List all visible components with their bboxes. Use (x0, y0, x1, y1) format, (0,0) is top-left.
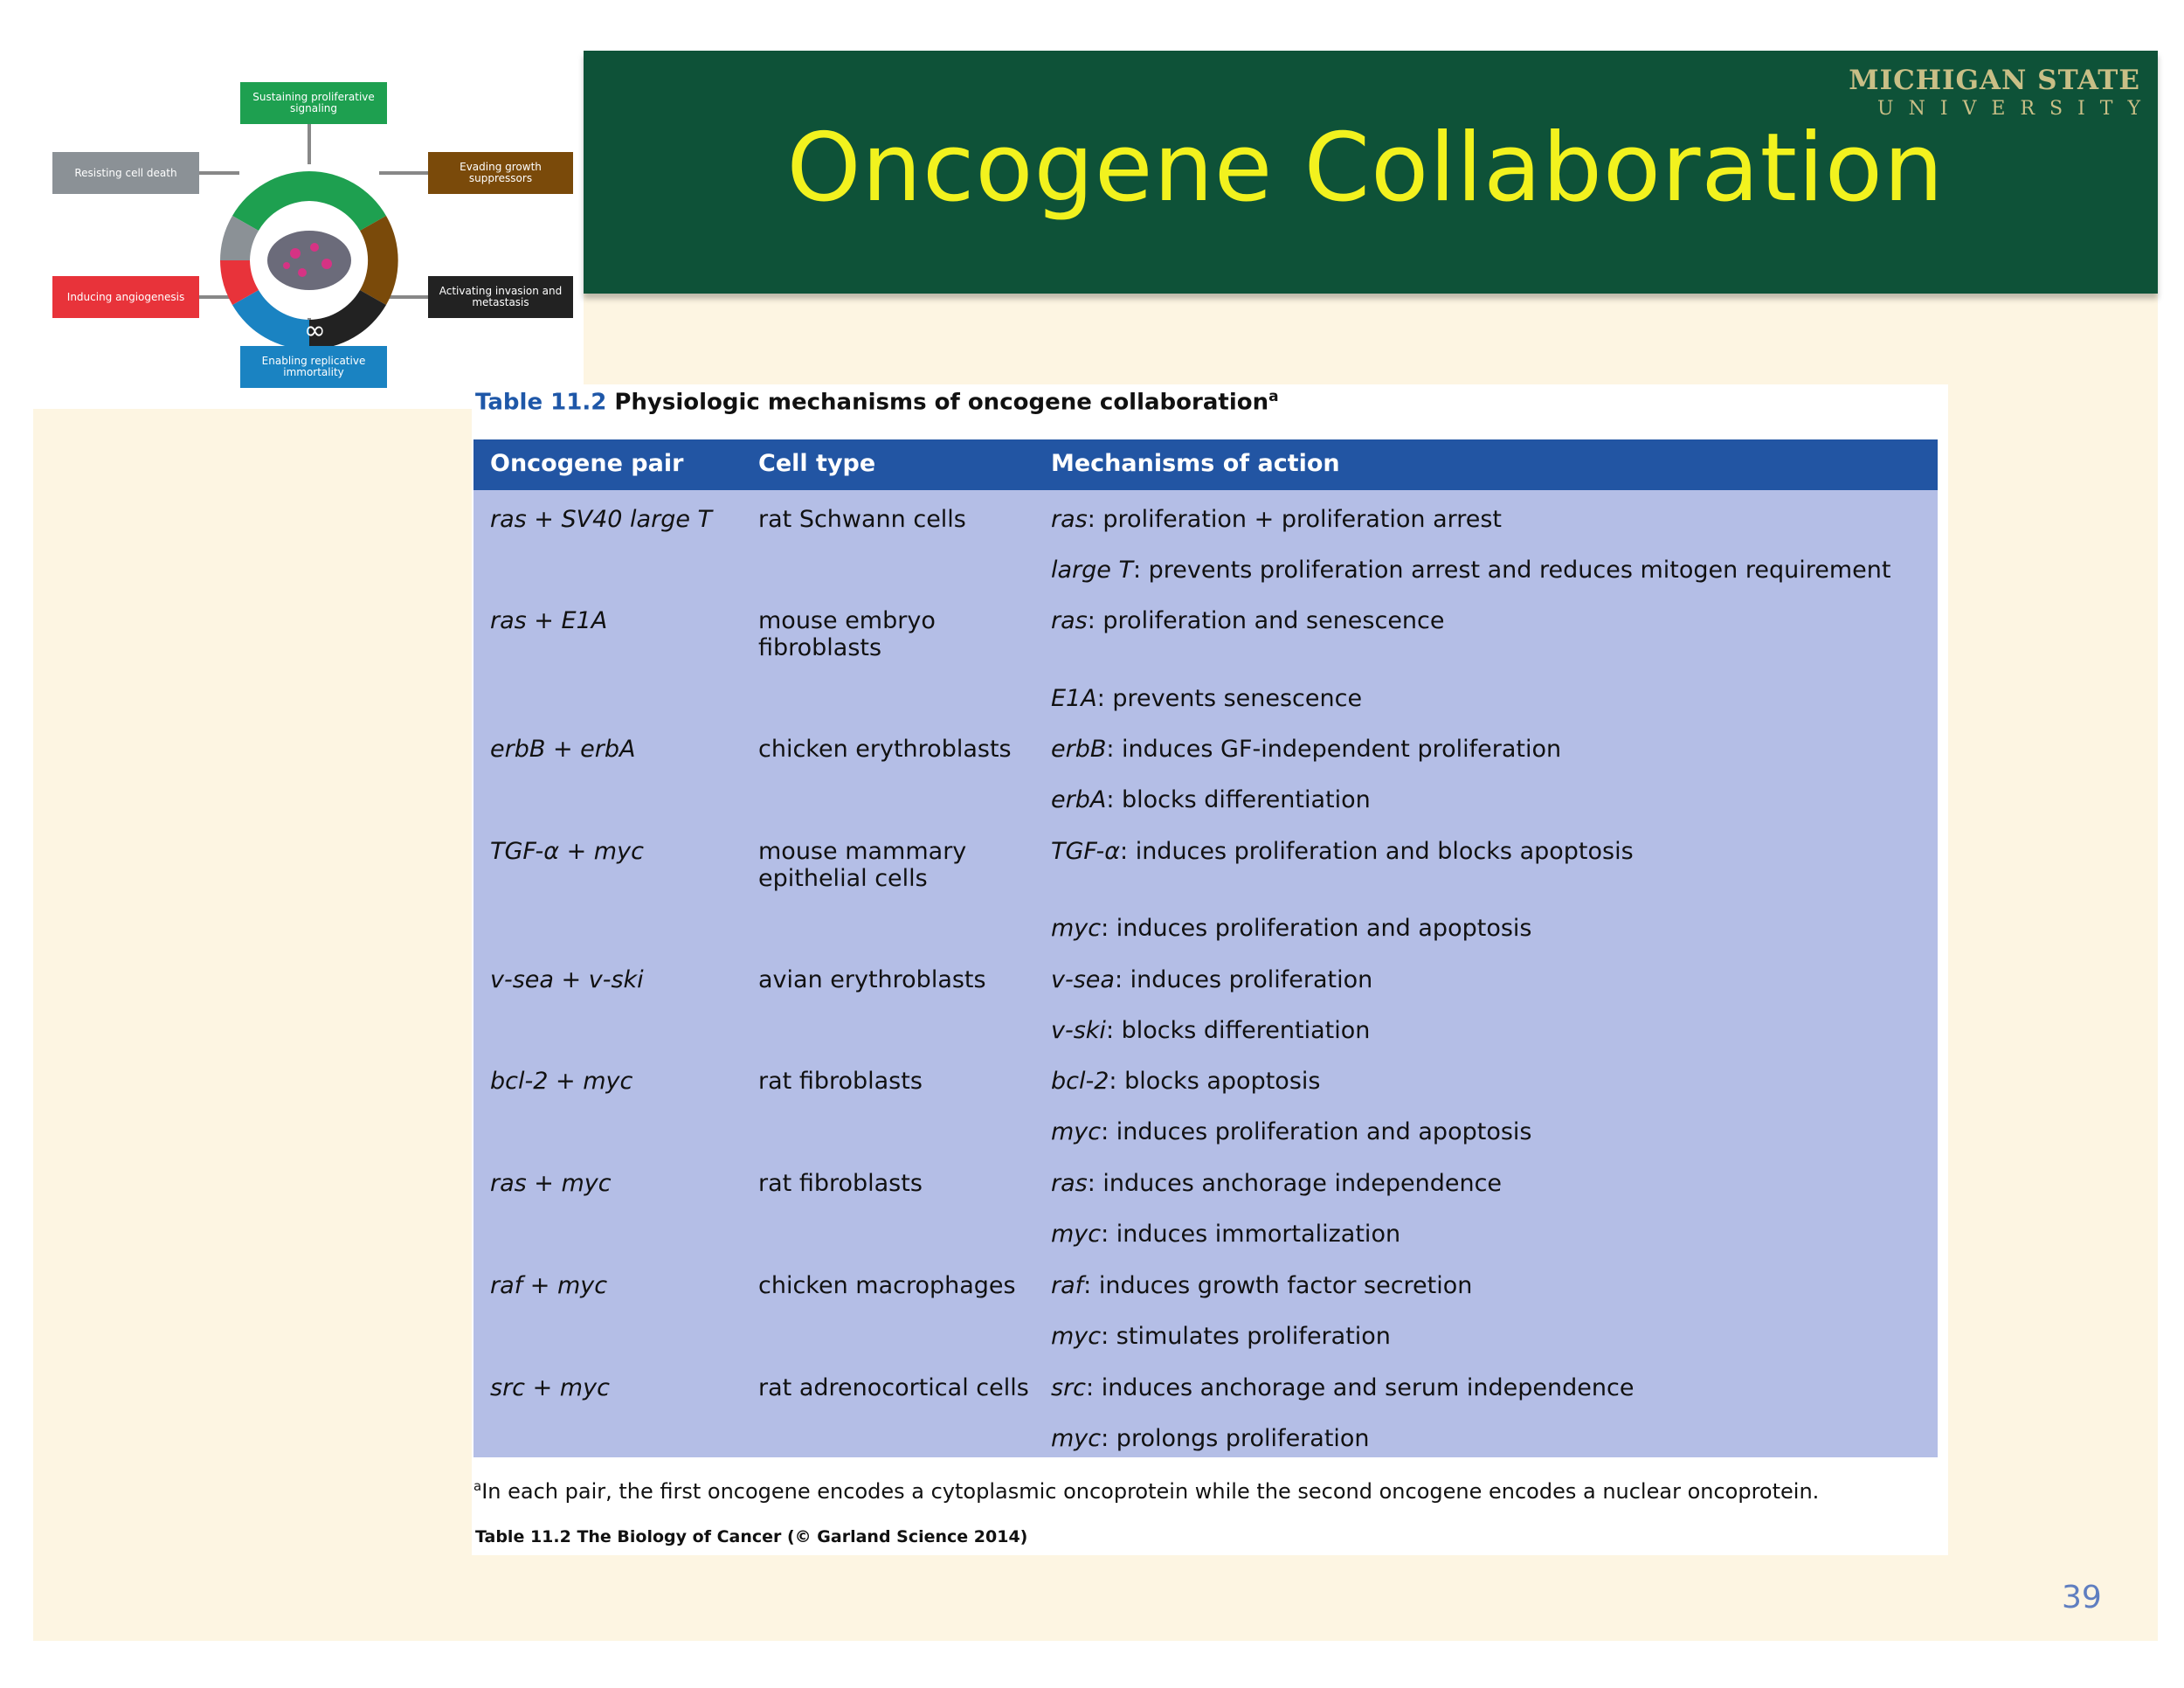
cell-mechanism-1 (1051, 1068, 1320, 1095)
cell-oncogene-pair: erbB + erbA (490, 736, 636, 763)
mechanism-gene: bcl-2 (1051, 1068, 1109, 1095)
logo-line-1: MICHIGAN STATE (1849, 65, 2140, 96)
mechanism-gene: v-sea (1051, 966, 1115, 993)
cell-oncogene-pair: src + myc (490, 1374, 610, 1401)
mechanism-gene: src (1051, 1374, 1087, 1401)
table-footnote (473, 1478, 1819, 1504)
cell-cell-type: chicken macrophages (758, 1272, 1016, 1299)
hallmark-left-top-label: Resisting cell death (52, 152, 199, 194)
mechanism-text: : induces anchorage and serum independence (1086, 1374, 1635, 1401)
mechanism-gene: ras (1051, 1170, 1088, 1197)
table-header (473, 439, 1938, 490)
hallmark-top-label: Sustaining proliferative signaling (240, 82, 387, 124)
table-panel (472, 384, 1948, 1555)
cell-mechanism-2 (1051, 1221, 1400, 1248)
cell-mechanism-1 (1051, 966, 1372, 993)
mechanism-text: : induces proliferation and apoptosis (1101, 1118, 1532, 1145)
table-caption-sup: a (1268, 388, 1279, 405)
cell-cell-type: chicken erythroblasts (758, 736, 1012, 763)
mechanism-gene: v-ski (1051, 1017, 1106, 1044)
table-source: Table 11.2 The Biology of Cancer (© Garland Science 2014) (475, 1527, 1028, 1546)
cell-cell-type: rat Schwann cells (758, 506, 966, 533)
cell-oncogene-pair: ras + E1A (490, 607, 608, 634)
mechanism-text: : induces growth factor secretion (1083, 1272, 1473, 1299)
cell-mechanism-2 (1051, 1425, 1370, 1452)
cell-oncogene-pair: raf + myc (490, 1272, 608, 1299)
footnote-text: In each pair, the first oncogene encodes a cytoplasmic oncoprotein while the second oncogene encodes a nuclear oncoprotein. (481, 1479, 1820, 1504)
mechanism-text: : blocks differentiation (1106, 786, 1371, 813)
table-caption-number: Table 11.2 (475, 389, 607, 416)
mechanism-text: : induces proliferation (1114, 966, 1373, 993)
cell-mechanism-1 (1051, 506, 1502, 533)
cell-oncogene-pair: TGF-α + myc (490, 838, 644, 865)
hallmark-right-bottom-label: Activating invasion and metastasis (428, 276, 573, 318)
cell-mechanism-2 (1051, 1017, 1370, 1044)
cell-cell-type: rat fibroblasts (758, 1068, 923, 1095)
mechanism-gene: myc (1051, 1118, 1102, 1145)
cell-mechanism-2 (1051, 1118, 1531, 1145)
mechanism-text: : blocks differentiation (1105, 1017, 1371, 1044)
mechanism-text: : prolongs proliferation (1101, 1425, 1370, 1452)
cell-cell-type: mouse mammary epithelial cells (758, 838, 967, 892)
cell-oncogene-pair: v-sea + v-ski (490, 966, 644, 993)
mechanism-text: : induces GF-independent proliferation (1106, 736, 1562, 763)
header-mechanisms: Mechanisms of action (1051, 450, 1340, 477)
svg-text:∞: ∞ (304, 315, 326, 346)
slide-title: Oncogene Collaboration (786, 114, 1945, 223)
header-cell-type: Cell type (758, 450, 876, 477)
mechanism-gene: ras (1051, 506, 1088, 533)
hallmark-bottom-label: Enabling replicative immortality (240, 346, 387, 388)
cell-oncogene-pair: ras + myc (490, 1170, 612, 1197)
mechanism-text: : blocks apoptosis (1109, 1068, 1321, 1095)
table-caption-text: Physiologic mechanisms of oncogene collaboration (614, 389, 1269, 416)
cell-mechanism-1 (1051, 736, 1561, 763)
cell-mechanism-1 (1051, 1170, 1502, 1197)
cell-mechanism-2 (1051, 915, 1531, 942)
logo-line-2: UNIVERSITY (1877, 98, 2155, 120)
mechanism-gene: large T (1051, 557, 1133, 584)
hallmark-right-top-label: Evading growth suppressors (428, 152, 573, 194)
cell-oncogene-pair: bcl-2 + myc (490, 1068, 633, 1095)
hallmarks-figure (33, 51, 584, 409)
mechanism-text: : induces anchorage independence (1087, 1170, 1503, 1197)
cell-mechanism-1 (1051, 838, 1634, 865)
university-logo (1849, 65, 2155, 120)
cell-mechanism-2 (1051, 786, 1371, 813)
data-table (473, 439, 1938, 1457)
table-caption (475, 388, 1279, 416)
page-number: 39 (2062, 1580, 2102, 1615)
mechanism-text: : induces proliferation and blocks apoptosis (1120, 838, 1634, 865)
mechanism-text: : prevents proliferation arrest and reduces mitogen requirement (1132, 557, 1891, 584)
cell-cell-type: avian erythroblasts (758, 966, 986, 993)
cell-mechanism-1 (1051, 607, 1445, 634)
mechanism-gene: TGF-α (1051, 838, 1121, 865)
mechanism-gene: myc (1051, 1425, 1102, 1452)
hallmark-left-bottom-label: Inducing angiogenesis (52, 276, 199, 318)
mechanism-text: : proliferation + proliferation arrest (1087, 506, 1503, 533)
mechanism-gene: myc (1051, 915, 1102, 942)
mechanism-text: : induces proliferation and apoptosis (1101, 915, 1532, 942)
mechanism-gene: raf (1051, 1272, 1084, 1299)
mechanism-text: : prevents senescence (1096, 685, 1363, 712)
cell-mechanism-1 (1051, 1374, 1634, 1401)
mechanism-gene: erbA (1051, 786, 1107, 813)
cell-cell-type: mouse embryo fibroblasts (758, 607, 936, 661)
mechanism-gene: myc (1051, 1221, 1102, 1248)
mechanism-text: : induces immortalization (1101, 1221, 1401, 1248)
cell-cell-type: rat fibroblasts (758, 1170, 923, 1197)
cell-oncogene-pair: ras + SV40 large T (490, 506, 713, 533)
header-oncogene-pair: Oncogene pair (490, 450, 684, 477)
footnote-marker: a (473, 1478, 482, 1494)
mechanism-gene: ras (1051, 607, 1088, 634)
mechanism-gene: myc (1051, 1323, 1102, 1350)
cell-cell-type: rat adrenocortical cells (758, 1374, 1029, 1401)
cell-mechanism-2 (1051, 685, 1362, 712)
mechanism-text: : proliferation and senescence (1087, 607, 1445, 634)
cell-mechanism-1 (1051, 1272, 1472, 1299)
mechanism-gene: E1A (1051, 685, 1097, 712)
cell-mechanism-2 (1051, 557, 1890, 584)
mechanism-gene: erbB (1051, 736, 1107, 763)
cell-mechanism-2 (1051, 1323, 1391, 1350)
mechanism-text: : stimulates proliferation (1101, 1323, 1391, 1350)
